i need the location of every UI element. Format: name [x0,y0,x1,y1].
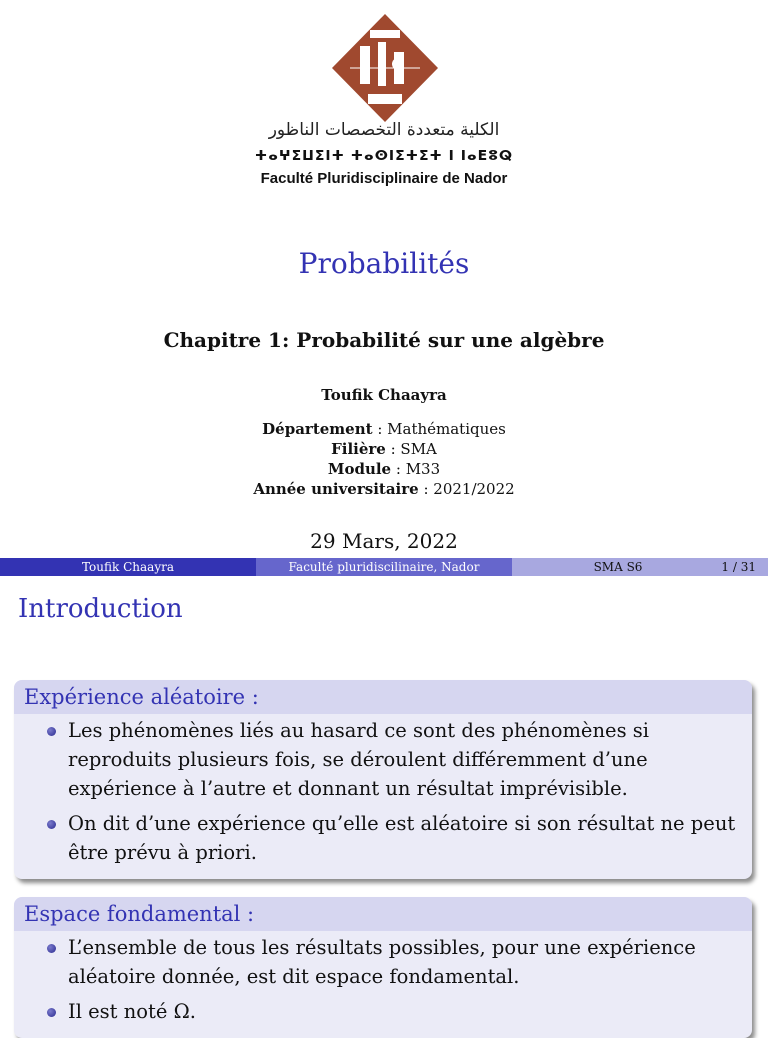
list-item: Les phénomènes liés au hasard ce sont des phénomènes si reproduits plusieurs fois, se déroulent différemment d’une expérience à l’autre et donnant un résultat imprévisible. [24,716,742,803]
university-name-french: Faculté Pluridisciplinaire de Nador [260,170,508,187]
bullet-icon [47,944,56,953]
list-item: L’ensemble de tous les résultats possibles, pour une expérience aléatoire donnée, est dit espace fondamental. [24,933,742,991]
footer-author: Toufik Chaayra [0,558,256,576]
block-title: Expérience aléatoire : [14,680,752,714]
presentation-subtitle: Chapitre 1: Probabilité sur une algèbre [163,328,605,352]
list-item: On dit d’une expérience qu’elle est aléatoire si son résultat ne peut être prévu à priori. [24,809,742,867]
footer-module-page [512,558,768,576]
footer-module: SMA S6 [593,560,643,574]
block-title: Espace fondamental : [14,897,752,931]
block-espace-fondamental [14,897,752,1038]
info-department: Département : Mathématiques [262,420,506,438]
presentation-title: Probabilités [298,247,470,280]
frame-title: Introduction [18,594,183,624]
university-name-arabic: الكلية متعددة التخصصات الناظور [268,120,500,140]
presentation-date: 29 Mars, 2022 [310,529,458,553]
footer-institution: Faculté pluridiscilinaire, Nador [256,558,512,576]
bullet-icon [47,1008,56,1017]
list-item: Il est noté Ω. [24,997,742,1026]
bullet-icon [47,820,56,829]
university-name-tifinagh: ⵜⴰⵖⵉⵡⵉⵏⵜ ⵜⴰⵙⵏⵉⵜⵉⵜ ⵏ ⵏⴰⴹⵓⵕ [254,148,514,164]
block-experience-aleatoire [14,680,752,879]
footer-page-number: 1 / 31 [721,560,756,574]
university-logo [330,12,440,124]
info-filiere: Filière : SMA [331,440,437,458]
footer-bar [0,558,768,576]
course-info [0,419,768,499]
author-name: Toufik Chaayra [321,386,447,404]
bullet-icon [47,727,56,736]
info-module: Module : M33 [327,460,441,478]
info-year: Année universitaire : 2021/2022 [253,480,515,498]
introduction-slide [0,576,768,1024]
